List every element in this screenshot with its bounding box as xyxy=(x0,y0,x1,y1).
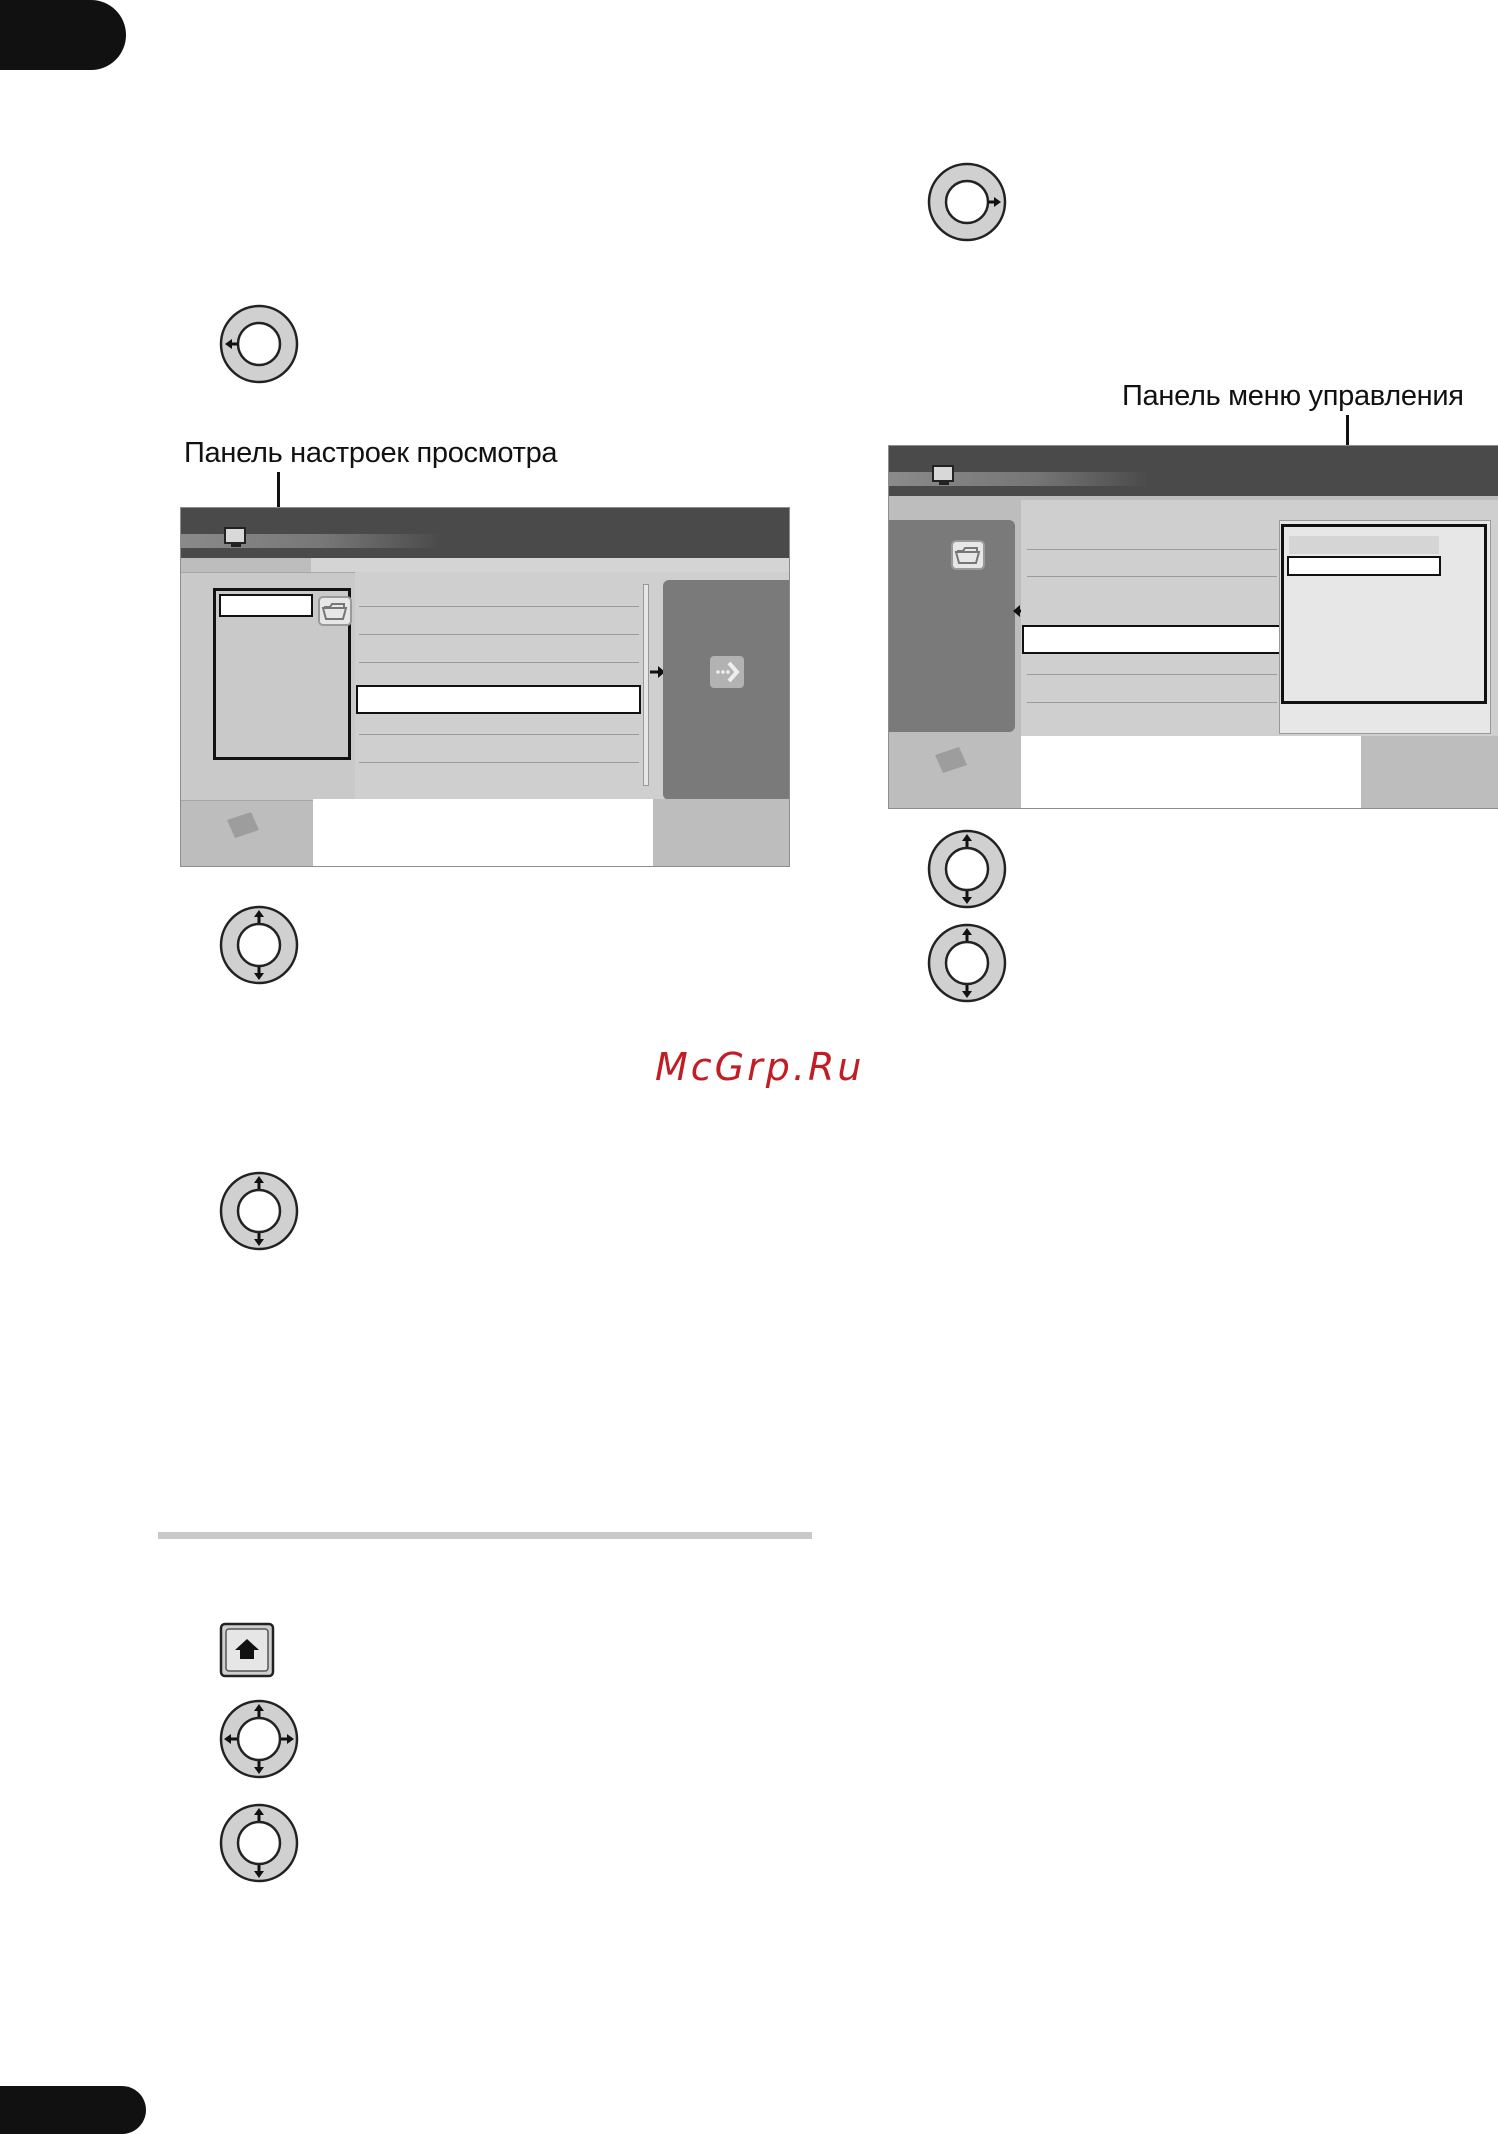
dpad-up-down-icon xyxy=(927,923,1007,1003)
list-row-line xyxy=(359,606,639,607)
section-divider xyxy=(158,1532,812,1539)
list-row-line xyxy=(359,662,639,663)
dpad-up-down-icon xyxy=(927,829,1007,909)
list-row-line xyxy=(1027,549,1277,550)
screen-title-strip xyxy=(889,472,1149,486)
screen-mockup-control-menu xyxy=(888,445,1498,809)
page-corner-tab-bottom xyxy=(0,2086,146,2134)
tv-icon xyxy=(931,464,957,488)
list-row-line xyxy=(359,634,639,635)
dpad-up-down-icon xyxy=(219,905,299,985)
screen-top-bar xyxy=(181,508,789,558)
disc-icon xyxy=(223,808,263,842)
next-arrow-icon xyxy=(709,655,745,689)
list-row-line xyxy=(1027,702,1277,703)
list-scrollbar xyxy=(643,584,649,786)
info-pane-right xyxy=(1361,736,1498,808)
callout-view-settings-panel: Панель настроек просмотра xyxy=(184,437,558,469)
folder-icon xyxy=(951,540,985,570)
list-row-selected xyxy=(356,685,641,714)
preview-pane xyxy=(663,580,790,800)
watermark: McGrp.Ru xyxy=(655,1045,865,1089)
dpad-right-icon xyxy=(927,162,1007,242)
info-pane xyxy=(313,799,653,866)
dpad-left-icon xyxy=(219,304,299,384)
dpad-up-down-icon xyxy=(219,1803,299,1883)
list-row-selected xyxy=(1022,625,1282,654)
tv-icon xyxy=(223,526,249,550)
info-pane xyxy=(1021,736,1361,808)
control-menu-selected-item xyxy=(1287,556,1441,576)
list-row-line xyxy=(1027,576,1277,577)
dpad-up-down-icon xyxy=(219,1171,299,1251)
screen-tab-strip xyxy=(311,558,789,572)
list-row-line xyxy=(1027,674,1277,675)
dpad-four-way-icon xyxy=(219,1699,299,1779)
screen-top-bar xyxy=(889,446,1498,496)
list-row-line xyxy=(359,762,639,763)
home-menu-button-icon xyxy=(219,1622,275,1678)
info-pane-right xyxy=(653,799,789,866)
screen-mockup-view-settings xyxy=(180,507,790,867)
screen-title-strip xyxy=(181,534,441,548)
callout-control-menu-panel: Панель меню управления xyxy=(1122,380,1464,412)
view-settings-selected-item xyxy=(219,594,313,617)
page-corner-tab-top xyxy=(0,0,126,70)
folder-icon xyxy=(318,596,352,626)
disc-icon xyxy=(931,743,971,777)
control-menu-item xyxy=(1289,536,1439,554)
list-row-line xyxy=(359,734,639,735)
